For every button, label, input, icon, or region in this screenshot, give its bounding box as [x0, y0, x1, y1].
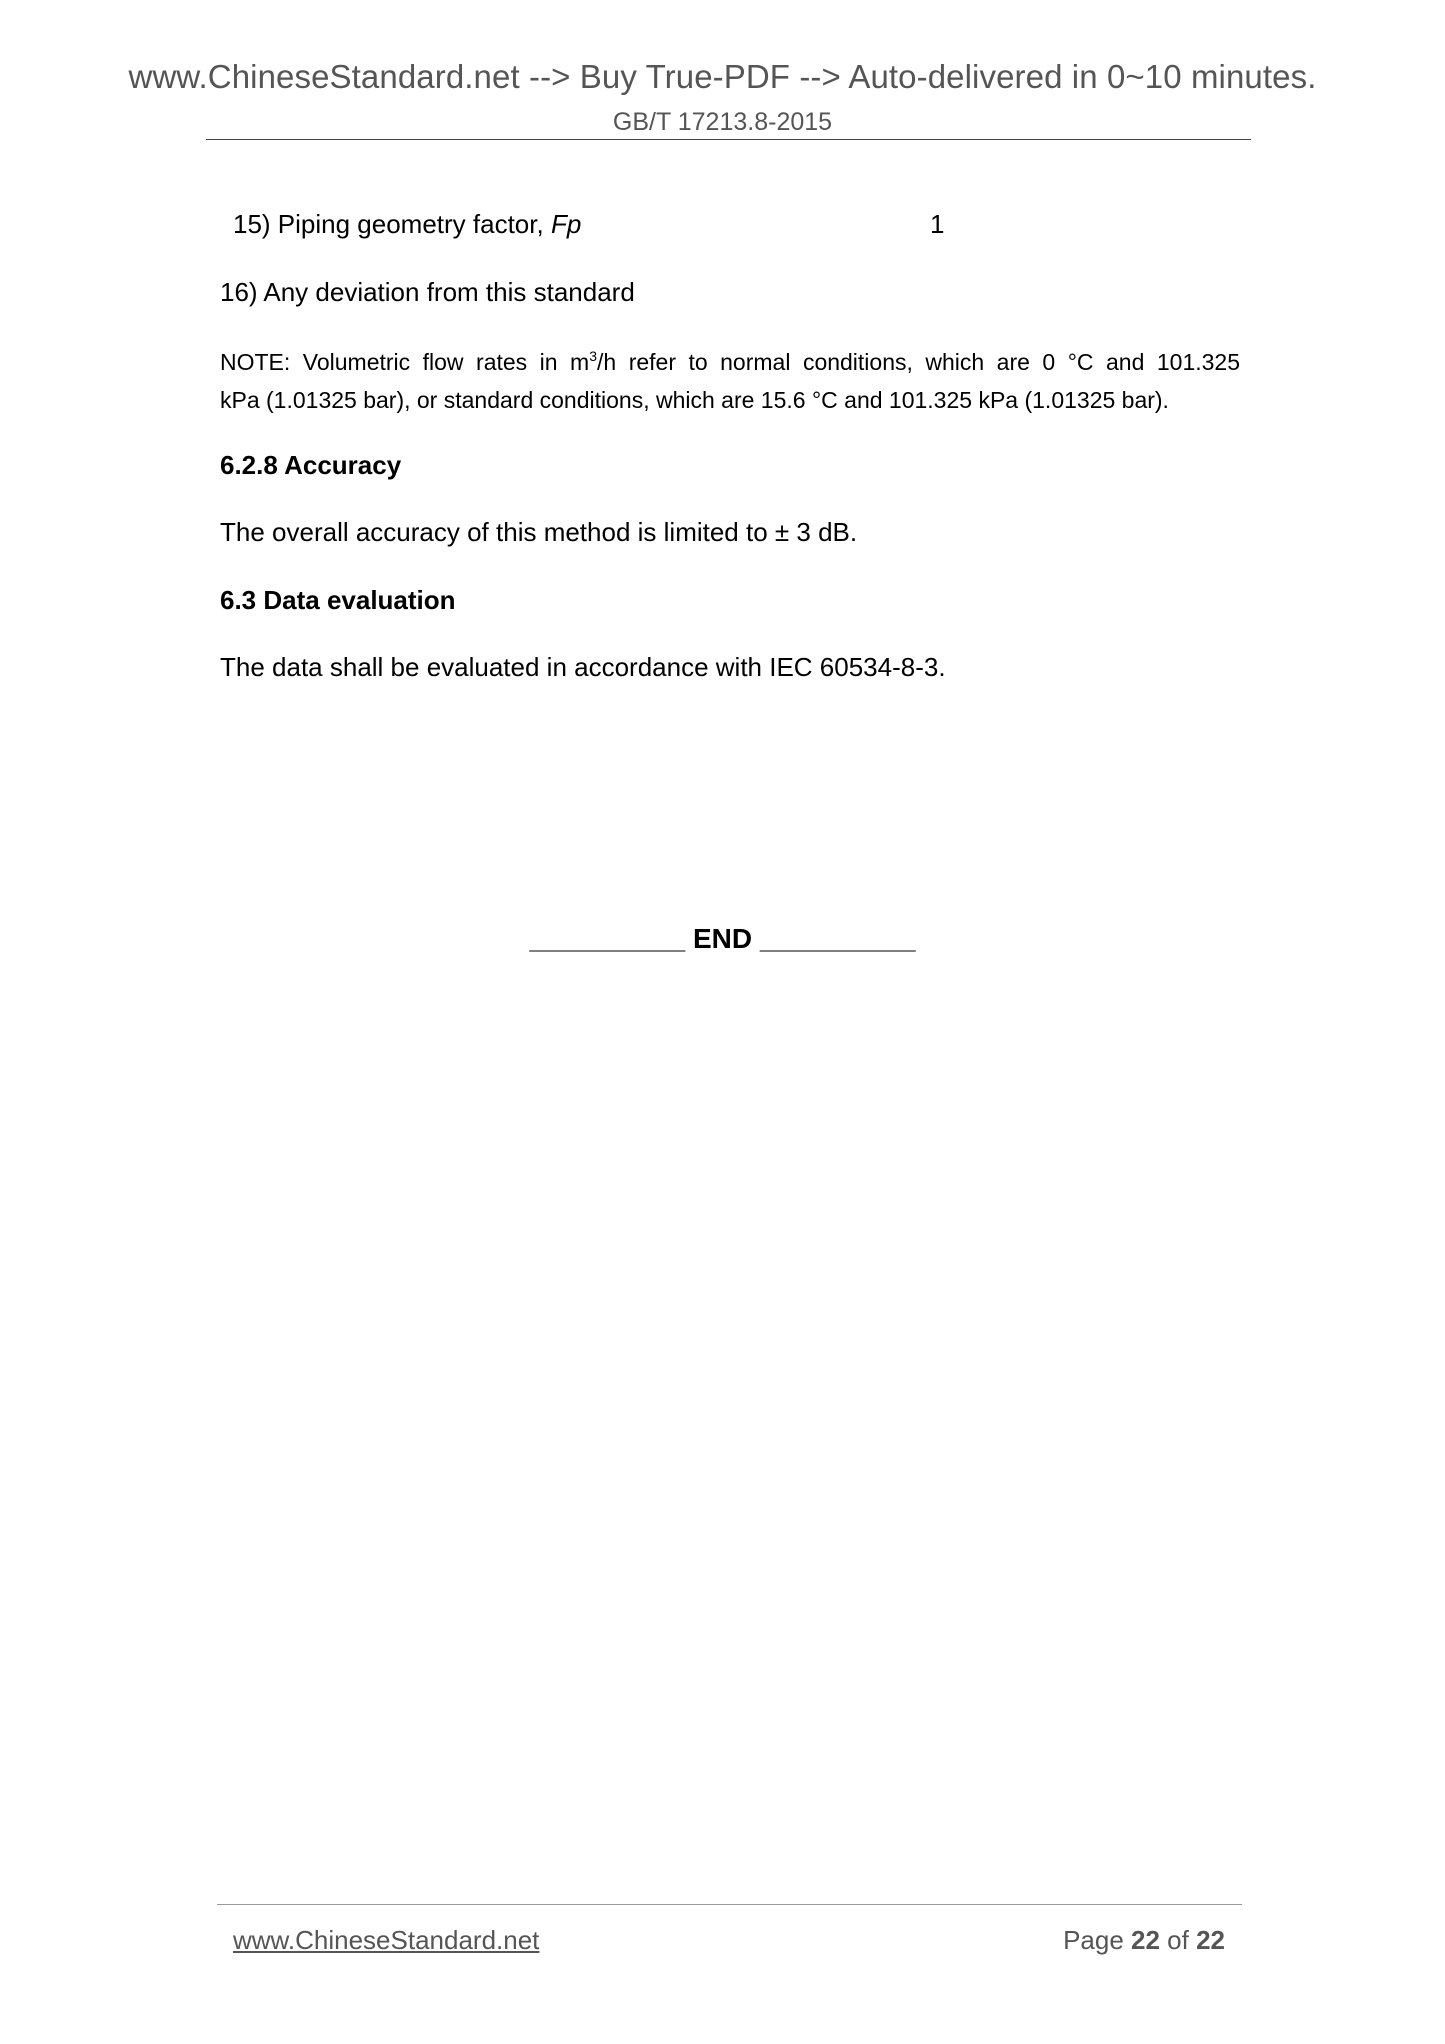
- note-superscript: 3: [589, 348, 598, 364]
- footer-divider: [217, 1904, 1242, 1905]
- section-6-3-text: The data shall be evaluated in accordance with IEC 60534-8-3.: [220, 652, 946, 682]
- item15-symbol: Fp: [550, 209, 582, 239]
- section-6-2-8-text: The overall accuracy of this method is limited to ± 3 dB.: [220, 517, 858, 547]
- page-prefix: Page: [1063, 1925, 1132, 1955]
- note-line-2: kPa (1.01325 bar), or standard conditions, which are 15.6 °C and 101.325 kPa (1.01325 bar).: [220, 387, 1169, 413]
- note-line-1: [220, 343, 1240, 381]
- page-current: 22: [1131, 1925, 1160, 1955]
- page-of: of: [1159, 1925, 1197, 1955]
- section-6-3-heading: 6.3 Data evaluation: [220, 585, 456, 615]
- standard-number: GB/T 17213.8-2015: [612, 108, 833, 136]
- note-line1-pre: NOTE: Volumetric flow rates in m: [220, 349, 590, 375]
- note-line1-post: /h refer to normal conditions, which are 0 °C and 101.325: [597, 349, 1241, 375]
- footer-website-link[interactable]: www.ChineseStandard.net: [233, 1925, 540, 1955]
- section-6-2-8-heading: 6.2.8 Accuracy: [220, 450, 402, 480]
- header-promo-text: www.ChineseStandard.net --> Buy True-PDF --> Auto-delivered in 0~10 minutes.: [128, 58, 1317, 95]
- page-total: 22: [1196, 1925, 1225, 1955]
- list-item-15: [233, 209, 581, 240]
- end-marker: __________ END __________: [529, 923, 916, 954]
- item15-label: 15) Piping geometry factor,: [233, 209, 551, 239]
- page-number: [1063, 1925, 1225, 1956]
- item15-value: 1: [930, 209, 945, 239]
- header-divider: [206, 139, 1251, 140]
- list-item-16: 16) Any deviation from this standard: [220, 277, 635, 307]
- note-paragraph: [220, 343, 1240, 419]
